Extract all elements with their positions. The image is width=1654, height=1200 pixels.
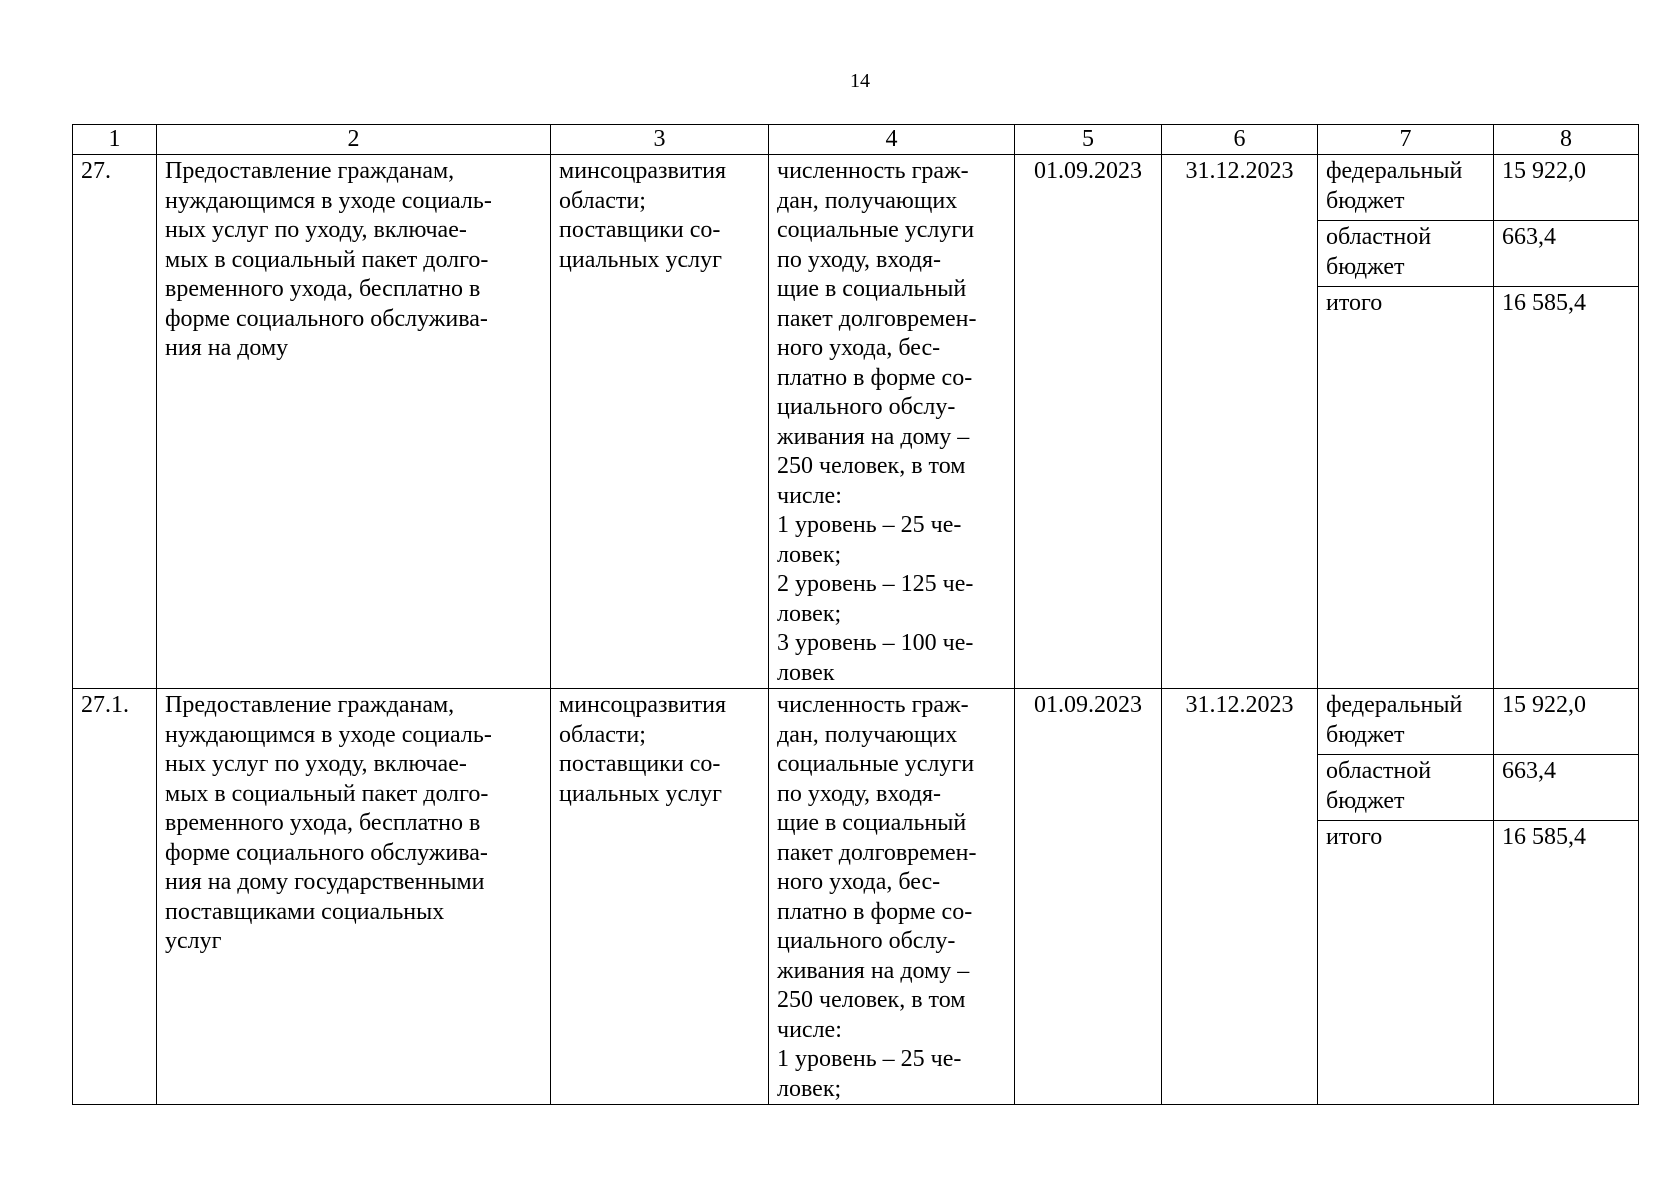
funding-amount-value: 15 922,0 (1502, 158, 1586, 184)
funding-amount (1494, 221, 1638, 287)
item-indicator-line: платно в форме со- (777, 364, 973, 391)
column-number: 1 (73, 125, 157, 155)
item-indicator-line: платно в форме со- (777, 898, 973, 925)
item-name-line: нуждающимся в уходе социаль- (165, 187, 492, 214)
funding-source-line: областной (1326, 758, 1432, 784)
funding-amount (1494, 155, 1638, 221)
funding-amount-value: 16 585,4 (1502, 290, 1586, 316)
column-number-row (73, 125, 1639, 155)
column-number: 3 (551, 125, 769, 155)
item-number: 27. (73, 155, 157, 689)
item-name-line: временного ухода, бесплатно в (165, 276, 481, 302)
item-executor-line: поставщики со- (559, 217, 721, 243)
item-indicator-line: 250 человек, в том (777, 987, 966, 1013)
funding-amount (1494, 821, 1638, 857)
item-indicator-line: ловек; (777, 1075, 842, 1102)
item-number: 27.1. (73, 689, 157, 1105)
column-number: 4 (769, 125, 1015, 155)
item-indicator-line: циального обслу- (777, 394, 956, 420)
page-number: 14 (850, 70, 870, 92)
item-executor (551, 689, 769, 1105)
funding-source (1318, 755, 1493, 821)
funding-source (1318, 821, 1493, 857)
item-start-date: 01.09.2023 (1015, 155, 1162, 689)
table-row (73, 155, 1639, 689)
funding-amounts (1494, 689, 1639, 1105)
item-indicator-line: 1 уровень – 25 че- (777, 512, 962, 538)
column-number: 6 (1162, 125, 1318, 155)
item-indicator-line: числе: (777, 482, 842, 509)
funding-amount-value: 663,4 (1502, 224, 1556, 250)
column-number: 7 (1318, 125, 1494, 155)
item-executor-line: минсоцразвития (559, 158, 727, 184)
item-executor-line: поставщики со- (559, 751, 721, 777)
item-name (157, 689, 551, 1105)
funding-amount-value: 663,4 (1502, 758, 1556, 784)
item-name-line: ных услуг по уходу, включае- (165, 751, 467, 777)
item-executor (551, 155, 769, 689)
item-name-line: поставщиками социальных (165, 898, 445, 925)
funding-source-line: итого (1326, 824, 1383, 850)
item-indicator-line: по уходу, входя- (777, 246, 942, 273)
item-name-line: форме социального обслужива- (165, 839, 488, 866)
item-indicator-line: 250 человек, в том (777, 453, 966, 479)
item-executor-line: области; (559, 721, 646, 748)
item-indicator (769, 689, 1015, 1105)
funding-source (1318, 689, 1493, 755)
funding-source-line: федеральный (1326, 692, 1463, 718)
item-indicator-line: ловек; (777, 541, 842, 568)
funding-amounts (1494, 155, 1639, 689)
column-number: 8 (1494, 125, 1639, 155)
item-executor-line: циальных услуг (559, 780, 722, 807)
item-indicator-line: пакет долговремен- (777, 305, 977, 332)
funding-source-line: бюджет (1326, 787, 1405, 814)
item-indicator-line: циального обслу- (777, 928, 956, 954)
funding-source-line: федеральный (1326, 158, 1463, 184)
item-name-line: мых в социальный пакет долго- (165, 780, 489, 807)
item-name-line: услуг (165, 928, 222, 954)
funding-amount-value: 16 585,4 (1502, 824, 1586, 850)
funding-source-line: итого (1326, 290, 1383, 316)
item-end-date: 31.12.2023 (1162, 155, 1318, 689)
funding-amount (1494, 287, 1638, 323)
item-indicator-line: численность граж- (777, 692, 969, 718)
funding-amount (1494, 689, 1638, 755)
item-start-date: 01.09.2023 (1015, 689, 1162, 1105)
item-indicator-line: пакет долговремен- (777, 839, 977, 866)
item-executor-line: циальных услуг (559, 246, 722, 273)
item-name (157, 155, 551, 689)
item-end-date: 31.12.2023 (1162, 689, 1318, 1105)
item-executor-line: области; (559, 187, 646, 214)
item-indicator-line: социальные услуги (777, 217, 975, 243)
item-indicator-line: численность граж- (777, 158, 969, 184)
item-indicator-line: по уходу, входя- (777, 780, 942, 807)
item-indicator-line: числе: (777, 1016, 842, 1043)
plan-table (72, 124, 1639, 1105)
funding-amount (1494, 755, 1638, 821)
item-name-line: форме социального обслужива- (165, 305, 488, 332)
item-indicator-line: 3 уровень – 100 че- (777, 630, 974, 656)
item-indicator (769, 155, 1015, 689)
item-name-line: Предоставление гражданам, (165, 692, 455, 718)
funding-sources (1318, 689, 1494, 1105)
item-indicator-line: ного ухода, бес- (777, 869, 941, 895)
item-indicator-line: щие в социальный (777, 810, 967, 836)
item-name-line: ных услуг по уходу, включае- (165, 217, 467, 243)
funding-source-line: бюджет (1326, 721, 1405, 748)
funding-amount-value: 15 922,0 (1502, 692, 1586, 718)
funding-source (1318, 287, 1493, 323)
item-indicator-line: ловек (777, 659, 835, 686)
item-indicator-line: живания на дому – (777, 423, 970, 450)
column-number: 2 (157, 125, 551, 155)
table-row (73, 689, 1639, 1105)
funding-source-line: бюджет (1326, 187, 1405, 214)
item-name-line: ния на дому (165, 335, 289, 361)
item-name-line: временного ухода, бесплатно в (165, 810, 481, 836)
funding-source (1318, 221, 1493, 287)
item-indicator-line: ного ухода, бес- (777, 335, 941, 361)
item-indicator-line: 1 уровень – 25 че- (777, 1046, 962, 1072)
item-name-line: ния на дому государственными (165, 869, 485, 895)
item-name-line: мых в социальный пакет долго- (165, 246, 489, 273)
item-name-line: Предоставление гражданам, (165, 158, 455, 184)
column-number: 5 (1015, 125, 1162, 155)
item-indicator-line: ловек; (777, 600, 842, 627)
item-indicator-line: дан, получающих (777, 187, 958, 214)
item-indicator-line: живания на дому – (777, 957, 970, 984)
item-name-line: нуждающимся в уходе социаль- (165, 721, 492, 748)
funding-source-line: бюджет (1326, 253, 1405, 280)
funding-source (1318, 155, 1493, 221)
item-indicator-line: дан, получающих (777, 721, 958, 748)
funding-sources (1318, 155, 1494, 689)
item-indicator-line: социальные услуги (777, 751, 975, 777)
item-indicator-line: щие в социальный (777, 276, 967, 302)
item-executor-line: минсоцразвития (559, 692, 727, 718)
item-indicator-line: 2 уровень – 125 че- (777, 571, 974, 597)
funding-source-line: областной (1326, 224, 1432, 250)
